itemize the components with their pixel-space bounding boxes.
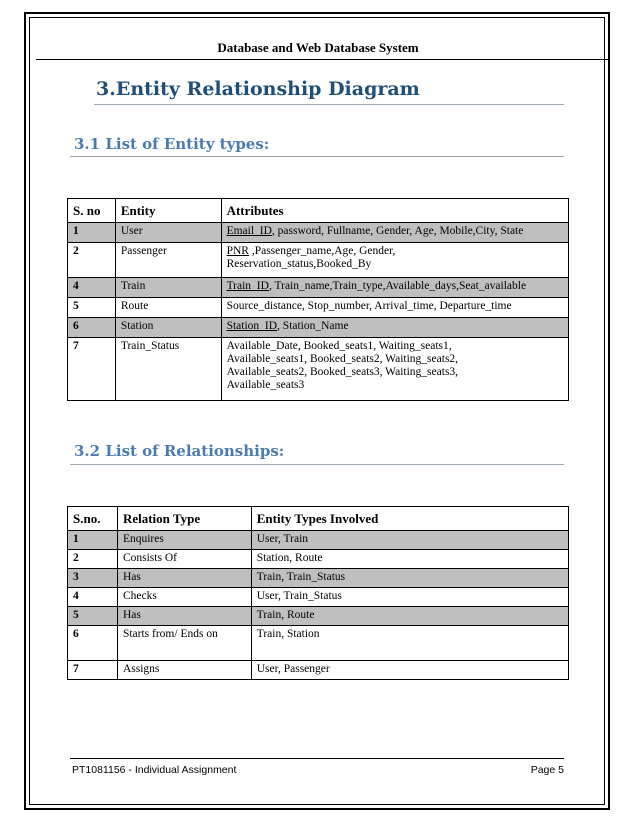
entity-types: User, Passenger <box>251 661 568 680</box>
table-row <box>68 531 569 550</box>
page-number: Page 5 <box>530 764 564 776</box>
entity-types: User, Train <box>251 531 568 550</box>
entity-types: Train, Train_Status <box>251 569 568 588</box>
entity-types: Train, Route <box>251 607 568 626</box>
row-number: 2 <box>68 550 118 569</box>
primary-key: Email_ID <box>226 225 272 237</box>
row-number: 5 <box>68 298 116 318</box>
entity-attributes <box>221 338 568 401</box>
entity-attributes <box>221 243 568 278</box>
row-number: 5 <box>68 607 118 626</box>
table-row <box>68 298 569 318</box>
table-row <box>68 318 569 338</box>
relationship-table <box>67 506 569 680</box>
table-row <box>68 243 569 278</box>
running-head: Database and Web Database System <box>217 40 419 55</box>
row-number: 2 <box>68 243 116 278</box>
row-number: 7 <box>68 661 118 680</box>
attribute-list: , Station_Name <box>277 320 349 332</box>
row-number: 6 <box>68 318 116 338</box>
col-header: Attributes <box>221 199 568 223</box>
row-number: 4 <box>68 278 116 298</box>
table-row <box>68 626 569 661</box>
relation-type: Assigns <box>117 661 251 680</box>
row-number: 6 <box>68 626 118 661</box>
table-row <box>68 278 569 298</box>
relation-type: Consists Of <box>117 550 251 569</box>
primary-key: PNR <box>226 245 249 257</box>
row-number: 1 <box>68 531 118 550</box>
entity-attributes <box>221 298 568 318</box>
row-number: 4 <box>68 588 118 607</box>
table-row <box>68 569 569 588</box>
col-header: S.no. <box>68 507 118 531</box>
entity-name: Passenger <box>115 243 221 278</box>
entity-types: Train, Station <box>251 626 568 661</box>
entity-types: Station, Route <box>251 550 568 569</box>
table-row <box>68 223 569 243</box>
col-header: Entity <box>115 199 221 223</box>
relation-type: Checks <box>117 588 251 607</box>
row-number: 1 <box>68 223 116 243</box>
table-row <box>68 607 569 626</box>
entity-types: User, Train_Status <box>251 588 568 607</box>
relation-type: Has <box>117 607 251 626</box>
table-row <box>68 338 569 401</box>
entity-name: Route <box>115 298 221 318</box>
entity-table-header <box>68 199 569 223</box>
row-number: 3 <box>68 569 118 588</box>
section-heading-main: 3.Entity Relationship Diagram <box>96 78 420 100</box>
relation-type: Has <box>117 569 251 588</box>
relation-type: Enquires <box>117 531 251 550</box>
attribute-list: , password, Fullname, Gender, Age, Mobile,City, State <box>271 225 524 237</box>
footer-left: PT1081156 - Individual Assignment <box>72 764 237 776</box>
entity-attributes <box>221 318 568 338</box>
entity-name: Train <box>115 278 221 298</box>
relationships-heading-rule <box>70 464 564 465</box>
entity-name: Station <box>115 318 221 338</box>
primary-key: Station_ID <box>226 320 278 332</box>
footer-rule <box>70 758 564 759</box>
attribute-list: Available_Date, Booked_seats1, Waiting_seats1, Available_seats1, Booked_seats2, Waiting_seats2, Available_seats2, Booked_seats3, Waiting_seats3, Available_seats3 <box>226 340 459 391</box>
entity-heading-rule <box>70 156 564 157</box>
attribute-list: ,Passenger_name,Age, Gender, Reservation_status,Booked_By <box>226 245 396 270</box>
section-heading-relationships: 3.2 List of Relationships: <box>74 442 285 460</box>
table-row <box>68 588 569 607</box>
table-row <box>68 550 569 569</box>
relationship-table-header <box>68 507 569 531</box>
entity-attributes <box>221 223 568 243</box>
primary-key: Train_ID <box>226 280 269 292</box>
row-number: 7 <box>68 338 116 401</box>
attribute-list: Source_distance, Stop_number, Arrival_time, Departure_time <box>226 300 512 312</box>
col-header: Relation Type <box>117 507 251 531</box>
col-header: Entity Types Involved <box>251 507 568 531</box>
entity-name: Train_Status <box>115 338 221 401</box>
entity-table <box>67 198 569 401</box>
entity-attributes <box>221 278 568 298</box>
heading-main-rule <box>94 104 564 105</box>
running-head-rule <box>36 59 608 60</box>
entity-name: User <box>115 223 221 243</box>
table-row <box>68 661 569 680</box>
col-header: S. no <box>68 199 116 223</box>
section-heading-entity-types: 3.1 List of Entity types: <box>74 135 270 153</box>
relation-type: Starts from/ Ends on <box>117 626 251 661</box>
attribute-list: , Train_name,Train_type,Available_days,Seat_available <box>268 280 527 292</box>
